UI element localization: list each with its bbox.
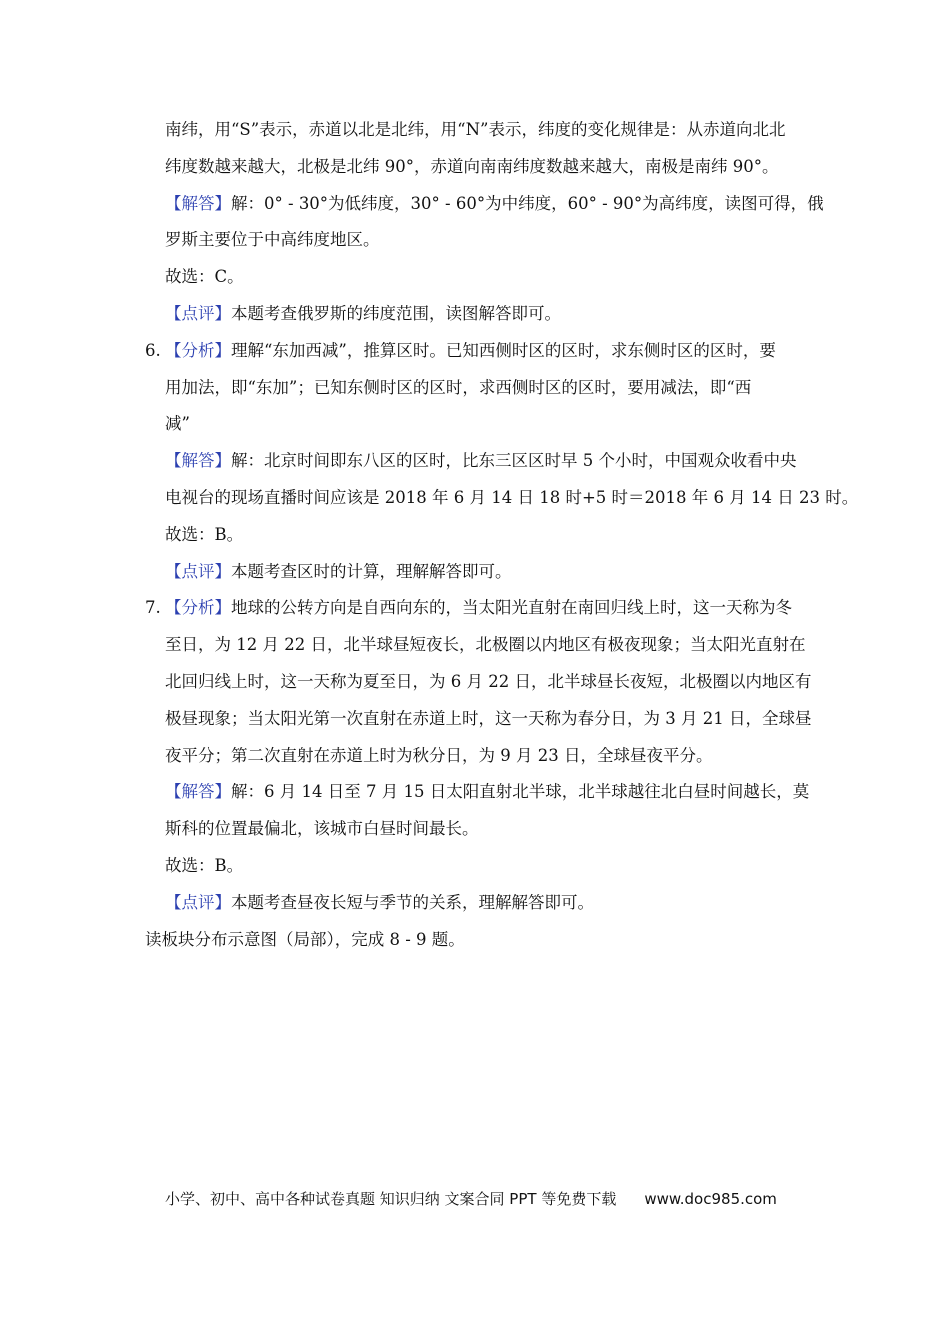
text-line: 纬度数越来越大，北极是北纬 90°，赤道向南南纬度数越来越大，南极是南纬 90°。 bbox=[165, 156, 779, 176]
answer-line: 【解答】解：北京时间即东八区的区时，比东三区区时早 5 个小时，中国观众收看中央 bbox=[165, 451, 797, 471]
answer-line: 【解答】解：0° - 30°为低纬度，30° - 60°为中纬度，60° - 90°为高纬度，读图可得，俄 bbox=[165, 193, 824, 213]
page-footer bbox=[165, 1188, 777, 1209]
footer-url[interactable]: www.doc985.com bbox=[644, 1190, 777, 1208]
text-line: 极昼现象；当太阳光第一次直射在赤道上时，这一天称为春分日，为 3 月 21 日，全球昼 bbox=[165, 708, 812, 728]
text-line: 北回归线上时，这一天称为夏至日，为 6 月 22 日，北半球昼长夜短，北极圈以内地区有 bbox=[165, 671, 812, 691]
question-number: 7. bbox=[145, 598, 161, 618]
choice-line: 故选：B。 bbox=[165, 524, 244, 544]
review-line: 【点评】本题考查俄罗斯的纬度范围，读图解答即可。 bbox=[165, 303, 561, 323]
question-6-analysis: 6. 【分析】理解“东加西减”，推算区时。已知西侧时区的区时，求东侧时区的区时，要 bbox=[0, 333, 950, 370]
text-line: 南纬，用“S”表示，赤道以北是北纬，用“N”表示，纬度的变化规律是：从赤道向北北 bbox=[165, 120, 786, 139]
text-line: 用加法，即“东加”；已知东侧时区的区时，求西侧时区的区时，要用减法，即“西 bbox=[165, 377, 752, 397]
section-instruction: 读板块分布示意图（局部），完成 8 - 9 题。 bbox=[145, 929, 465, 949]
text-line: 减” bbox=[165, 414, 190, 434]
answer-tag: 【解答】 bbox=[165, 782, 231, 802]
footer-text: 小学、初中、高中各种试卷真题 知识归纳 文案合同 PPT 等免费下载 bbox=[165, 1190, 617, 1208]
analysis-tag: 【分析】 bbox=[165, 598, 231, 618]
question-number: 6. bbox=[145, 340, 161, 360]
review-line: 【点评】本题考查区时的计算，理解解答即可。 bbox=[165, 561, 512, 581]
choice-line: 故选：C。 bbox=[165, 267, 244, 287]
text-line: 至日，为 12 月 22 日，北半球昼短夜长，北极圈以内地区有极夜现象；当太阳光直射在 bbox=[165, 635, 806, 655]
text-line: 电视台的现场直播时间应该是 2018 年 6 月 14 日 18 时+5 时＝2018 年 6 月 14 日 23 时。 bbox=[165, 487, 859, 507]
text-line: 夜平分；第二次直射在赤道上时为秋分日，为 9 月 23 日，全球昼夜平分。 bbox=[165, 745, 713, 765]
text-line: 罗斯主要位于中高纬度地区。 bbox=[165, 230, 380, 250]
question-7-analysis: 7. 【分析】地球的公转方向是自西向东的，当太阳光直射在南回归线上时，这一天称为冬 bbox=[0, 590, 950, 627]
analysis-tag: 【分析】 bbox=[165, 340, 231, 360]
review-tag: 【点评】 bbox=[165, 303, 231, 323]
answer-tag: 【解答】 bbox=[165, 451, 231, 471]
document-body bbox=[0, 112, 950, 958]
answer-tag: 【解答】 bbox=[165, 193, 231, 213]
review-tag: 【点评】 bbox=[165, 561, 231, 581]
review-line: 【点评】本题考查昼夜长短与季节的关系，理解解答即可。 bbox=[165, 892, 594, 912]
answer-line: 【解答】解：6 月 14 日至 7 月 15 日太阳直射北半球，北半球越往北白昼时间越长，莫 bbox=[165, 782, 810, 802]
review-tag: 【点评】 bbox=[165, 892, 231, 912]
text-line: 斯科的位置最偏北，该城市白昼时间最长。 bbox=[165, 819, 479, 839]
choice-line: 故选：B。 bbox=[165, 855, 244, 875]
